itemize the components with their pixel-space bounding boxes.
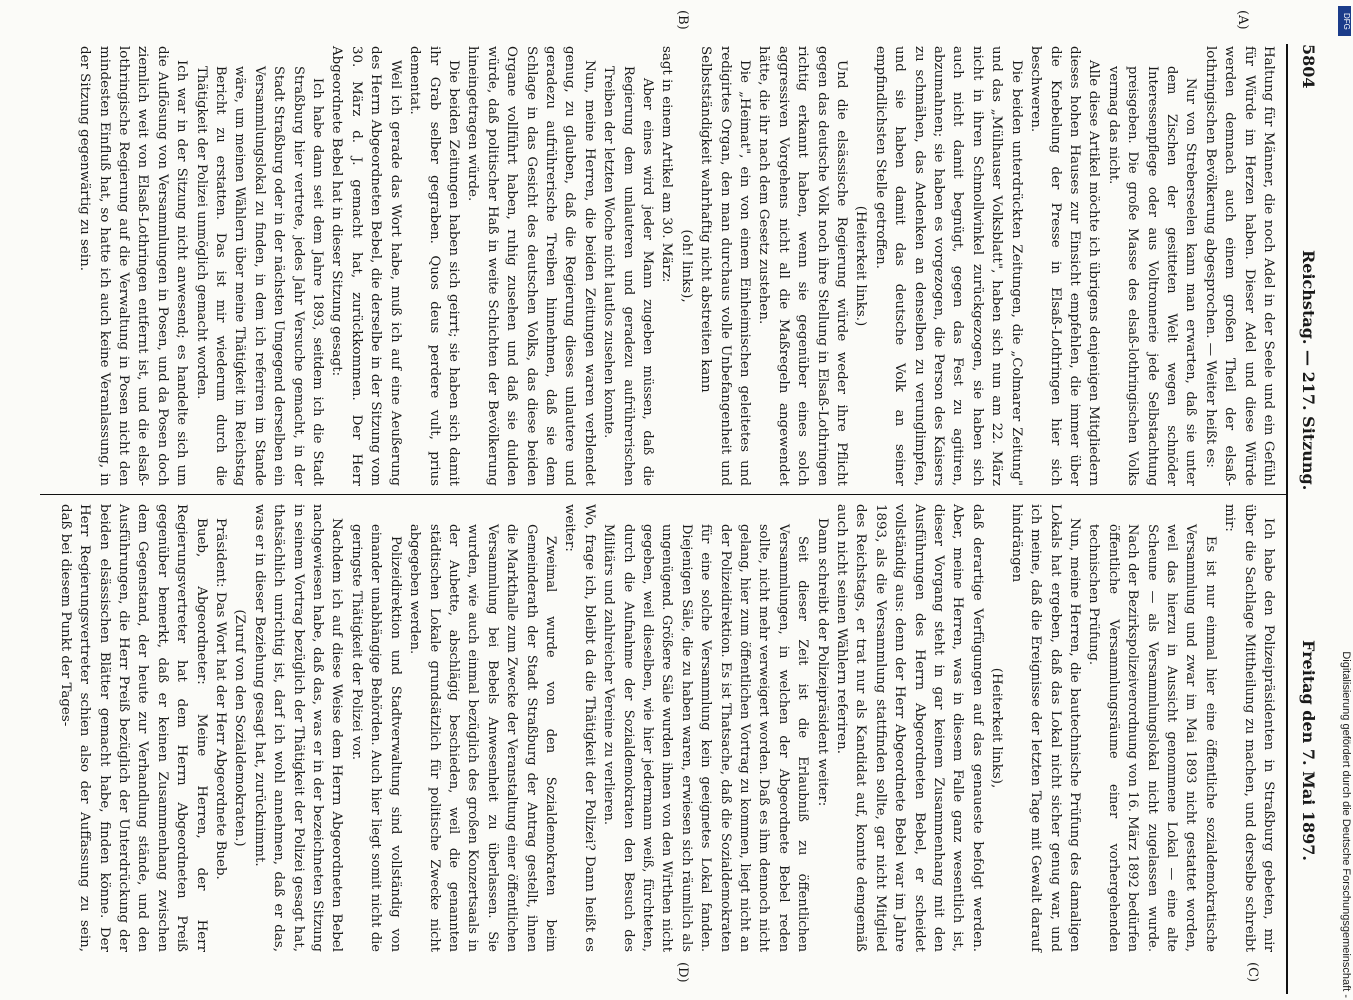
left-running-title: Reichstag. — 217. Sitzung. (1299, 250, 1318, 491)
paragraph: Bueb, Abgeordneter: Meine Herren, der Herr Regierungsvertreter hat dem Herrn Abgeordneten Preiß gegenüber bemerkt, daß er keinen Zusammenhang zwischen dem Gegenstand, der heute zur Verhandlung stände, und den Ausführungen, die Herr Preiß bezüglich der Unterdrückung der beiden elsässischen Blätter gemacht habe, finden könne. Der Herr Regierungsvertreter schien also der Auffassung zu sein, daß bei diesem Punkt der Tages- (57, 504, 209, 952)
interjection: (Zuruf von den Sozialdemokraten.) (232, 609, 248, 847)
paragraph: Nun, meine Herren, die beiden Zeitungen waren verblendet genug, zu glauben, daß die Regierung dieses unlautere und geradezu aufrührerische Treiben hinnehmen, daß sie dem Schlage in das Gesicht des deutschen Volks, das diese beiden Organe vollführt haben, ruhig zusehen und daß sie dulden würde, daß politischer Haß in weite Schichten der Bevölkerung hineingetragen würde. (465, 46, 597, 486)
left-column (75, 46, 1278, 486)
paragraph: Nachdem ich auf diese Weise dem Herrn Abgeordneten Bebel nachgewiesen habe, daß das, was er in der bezeichneten Sitzung in seinem Vortrag bezüglich der Thätigkeit der Polizei gesagt hat, thatsächlich unrichtig ist, darf ich wohl annehmen, daß er das, was er in dieser Beziehung gesagt hat, zurücknimmt. (251, 504, 345, 952)
paragraph: Ich war in der Sitzung nicht anwesend; es handelte sich um die Auflösung von Versammlungen in Posen, und da Posen doch ziemlich weit von Elsaß-Lothringen entfernt ist, und die elsaß-lothringische Regierung auf die Verwaltung in Posen nicht den mindesten Einfluß hat, so hatte ich auch keine Veranlassung, in der Sitzung gegenwärtig zu sein. (77, 46, 190, 486)
paragraph: sagt in einem Artikel am 30. März: (659, 46, 675, 283)
paragraph: Dann schreibt der Polizeipräsident weiter: (814, 518, 830, 807)
paragraph: Die „Heimat", ein von einem Einheimischen geleitetes und redigirtes Organ, den man durchaus volle Unbefangenheit und Selbstständigkeit wahrhaftig nicht abstreiten kann (698, 46, 753, 486)
page-number: 5804 (1299, 44, 1318, 89)
paragraph: Wo, frage ich, bleibt da die Thätigkeit der Polizei? Dann heißt es weiter: (562, 504, 597, 952)
footer-text: Digitalisierung gefördert durch die Deutsche Forschungsgemeinschaft - (1340, 651, 1352, 998)
column-divider (40, 494, 1286, 495)
header-rule (1286, 44, 1288, 994)
digitization-footer (1336, 8, 1352, 998)
interjection: (Heiterkeit links), (989, 667, 1005, 789)
margin-label-c: (C) (1245, 962, 1260, 983)
quote: Aber eines wird jeder Mann zugeben müssen, daß die Regierung dem unlauteren und geradezu aufrührerischen Treiben der letzten Woche nicht lautlos zusehen konnte. (601, 66, 655, 486)
quote: Es ist nur einmal hier eine öffentliche sozialdemokratische Versammlung und zwar im Mai 1893 nicht gestattet worden, weil das hierzu in Aussicht genommene Lokal — eine alte Scheune — als Versammlungslokal nicht zugelassen wurde. Nach der Bezirkspolizeiverordnung von 16. März 1892 bedürfen öffentliche Versammlungsräume einer vorhergehenden technischen Prüfung. (1086, 524, 1218, 952)
paragraph: Die beiden unterdrückten Zeitungen, die „Colmarer Zeitung" und das „Mülhauser Volksblatt", haben sich nun am 22. März nicht in ihren Schmollwinkel zurückgezogen, sie haben sich auch nicht damit begnügt, gegen das Fest zu agitiren, abzumahnen; sie haben es vorgezogen, die Person des Kaisers zu schmähen, das Andenken an denselben zu verunglimpfen, und sie haben damit das deutsche Volk an seiner empfindlichsten Stelle getroffen. (872, 46, 1024, 486)
quote: Polizeidirektion und Stadtverwaltung sind vollständig von einander unabhängige Behörden. Auch hier liegt somit nicht die geringste Thätigkeit der Polizei vor. (348, 524, 403, 952)
paragraph: Weil ich gerade das Wort habe, muß ich auf eine Aeußerung des Herrn Abgeordneten Bebel, die derselbe in der Sitzung vom 30. März d. J. gemacht hat, zurückkommen. Der Herr Abgeordnete Bebel hat in dieser Sitzung gesagt: (329, 46, 403, 486)
dfg-logo: DFG (1338, 6, 1351, 36)
paragraph: Nun, meine Herren, die bautechnische Prüfung des damaligen Lokals hat ergeben, daß das Lokal nicht sicher genug war, und ich meine, daß die Ereignisse der letzten Tage mit Gewalt darauf hindrängen (1008, 504, 1082, 952)
quote: Nur von Streberseelen kann man erwarten, daß sie unter dem Zischen der gesitteten Welt wegen schnöder Interessenpflege oder aus Voltronnerie jede Selbstachtung preisgeben. Die große Masse des elsaß-lothringischen Volks vermag das nicht. (1105, 66, 1199, 486)
quote: Zweimal wurde von den Sozialdemokraten beim Gemeinderath der Stadt Straßburg der Antrag gestellt, ihnen die Markthalle zum Zwecke der Veranstaltung einer öffentlichen Versammlung bei Bebels Anwesenheit zu überlassen. Sie wurden, wie auch einmal bezüglich des großen Konzertsaals in der Aubette, abschlägig beschieden, weil die genannten städtischen Lokale grundsätzlich für politische Zwecke nicht abgegeben werden. (407, 524, 558, 952)
right-column (55, 504, 1278, 952)
paragraph: Die beiden Zeitungen haben sich geirrt; sie haben sich damit ihr Grab selber gegraben. Quos deus perdere vult, prius dementat. (407, 46, 461, 486)
interjection: (oh! links), (678, 229, 694, 303)
paragraph: Und die elsässische Regierung würde weder ihre Pflicht gegen das deutsche Volk noch ihre Stellung in Elsaß-Lothringen richtig erkannt haben, wenn sie gegenüber eines solch aggressiven Vorgehens nicht all die Maßregeln angewendet hätte, die ihr nach dem Gesetz zustehen. (756, 46, 850, 486)
paragraph: Haltung für Männer, die noch Adel in der Seele und ein Gefühl für Würde im Herzen haben. Dieser Adel und diese Würde werden demnach auch einem großen Theil der elsaß-lothringischen Bevölkerung abgesprochen. — Weiter heißt es: (1202, 46, 1276, 486)
paragraph: daß derartige Verfügungen auf das genaueste befolgt werden. Aber, meine Herren, was in diesem Falle ganz wesentlich ist, dieser Vorgang steht in gar keinem Zusammenhang mit den Ausführungen des Herrn Abgeordneten Bebel, er scheidet vollständig aus: denn der Herr Abgeordnete Bebel war im Jahre 1893, als die Versammlung stattfinden sollte, gar nicht Mitglied des Reichstags, er trat nur als Kandidat auf, konnte demgemäß auch nicht seinen Wählern referiren. (834, 504, 985, 952)
margin-label-d: (D) (675, 962, 690, 983)
margin-label-a: (A) (1235, 10, 1250, 30)
paragraph: Präsident: Das Wort hat der Herr Abgeordnete Bueb. (213, 518, 229, 880)
quote: Seit dieser Zeit ist die Erlaubniß zu öffentlichen Versammlungen, in welchen der Abgeordnete Bebel reden sollte, nicht mehr verweigert worden. Daß es ihm dennoch nicht gelang, hier zum öffentlichen Vortrag zu kommen, liegt nicht an der Polizeidirektion. Es ist Thatsache, daß die Sozialdemokraten für eine solche Versammlung kein geeignetes Lokal fanden. Diejenigen Säle, die zu haben waren, erwiesen sich räumlich als ungenügend. Größere Säle wurden ihnen von den Wirthen nicht gegeben, weil dieselben, wie hier jedermann weiß, fürchteten, durch die Aufnahme der Sozialdemokraten den Besuch des Militärs und zahlreicher Vereine zu verlieren. (601, 524, 811, 952)
paragraph: Alle diese Artikel möchte ich übrigens denjenigen Mitgliedern dieses hohen Hauses zur Einsicht empfehlen, die immer über die Knebelung der Presse in Elsaß-Lothringen hier sich beschweren. (1028, 46, 1102, 486)
paragraph: Ich habe den Polizeipräsidenten in Straßburg gebeten, mir über die Sachlage Mittheilung zu machen, und derselbe schreibt mir: (1222, 504, 1276, 952)
margin-label-b: (B) (675, 10, 690, 30)
interjection: (Heiterkeit links.) (853, 205, 869, 327)
right-running-title: Freitag den 7. Mai 1897. (1299, 640, 1318, 861)
quote: Ich habe dann seit dem Jahre 1893, seitdem ich die Stadt Straßburg hier vertrete, jedes Jahr Versuche gemacht, in der Stadt Straßburg oder in der nächsten Umgegend derselben ein Versammlungslokal zu finden, in dem ich referiren im Stande wäre, um meinen Wählern über meine Thätigkeit im Reichstag Bericht zu erstatten. Das ist mir wiederum durch die Thätigkeit der Polizei unmöglich gemacht worden. (193, 66, 326, 486)
